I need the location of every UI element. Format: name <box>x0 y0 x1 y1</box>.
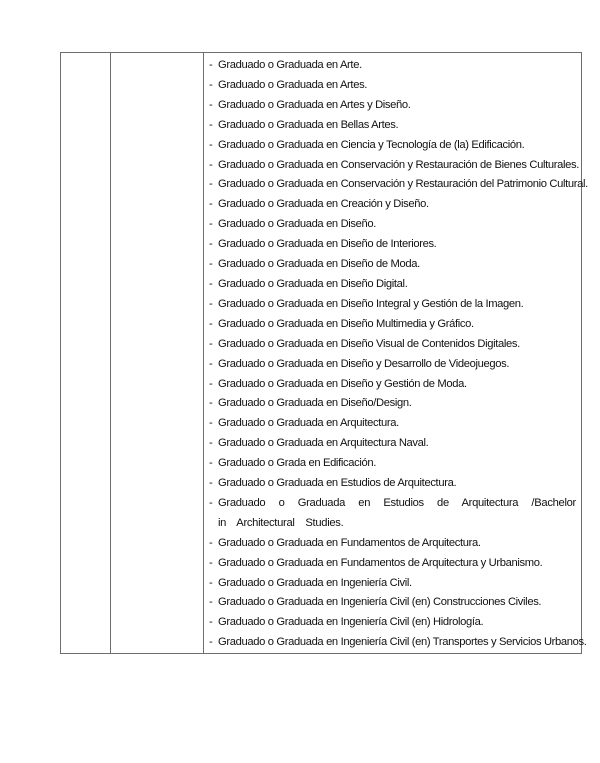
list-item <box>209 215 576 235</box>
degree-text: Graduado o Graduada en Ingeniería Civil (en) Hidrología. <box>218 616 484 629</box>
degree-text: Graduado o Graduada en Fundamentos de Arquitectura. <box>218 536 481 549</box>
list-dash: - <box>209 98 213 111</box>
degree-text: Graduado o Graduada en Arte. <box>218 59 362 71</box>
list-item <box>209 275 576 295</box>
list-dash: - <box>209 536 213 549</box>
list-dash: - <box>209 78 213 91</box>
degree-text: Graduado o Graduada en Ingeniería Civil. <box>218 576 412 589</box>
list-item <box>209 76 576 96</box>
list-item <box>209 494 576 534</box>
list-dash: - <box>209 457 213 470</box>
list-item <box>209 355 576 375</box>
degree-text: Graduado o Graduada en Diseño y Gestión de Moda. <box>218 377 467 390</box>
list-dash: - <box>209 198 213 211</box>
empty-cell-first-column <box>61 53 111 654</box>
degree-text: Graduado o Graduada en Diseño y Desarrollo de Videojuegos. <box>218 357 510 370</box>
list-dash: - <box>209 616 213 629</box>
degree-text: Graduado o Graduada en Diseño. <box>218 218 377 231</box>
list-item <box>209 574 576 594</box>
list-dash: - <box>209 596 213 609</box>
list-dash: - <box>209 178 213 191</box>
list-item <box>209 136 576 156</box>
degree-text: Graduado o Graduada en Arquitectura. <box>218 417 399 430</box>
degree-text: Graduado o Graduada en Creación y Diseño. <box>218 198 429 211</box>
list-item <box>209 633 587 653</box>
list-item <box>209 613 576 633</box>
degree-text: Graduado o Graduada en Diseño de Interiores. <box>218 238 437 251</box>
degree-text: Graduado o Graduada en Diseño de Moda. <box>218 258 420 271</box>
list-item <box>209 554 576 574</box>
list-dash: - <box>209 477 213 490</box>
list-item <box>209 315 576 335</box>
degree-text: Graduado o Graduada en Artes. <box>218 78 368 91</box>
list-dash: - <box>209 397 213 410</box>
degree-table <box>60 52 588 654</box>
degree-text: Graduado o Graduada en Diseño Integral y Gestión de la Imagen. <box>218 297 524 310</box>
list-dash: - <box>209 377 213 390</box>
degree-text: Graduado o Graduada en Fundamentos de Arquitectura y Urbanismo. <box>218 556 543 569</box>
degree-text: Graduado o Graduada en Artes y Diseño. <box>218 98 411 111</box>
list-item <box>209 295 576 315</box>
list-dash: - <box>209 138 213 151</box>
degree-text: Graduado o Graduada en Estudios de Arquitectura. <box>218 477 457 490</box>
list-dash: - <box>209 496 213 509</box>
list-item <box>209 156 579 176</box>
list-item <box>209 96 576 116</box>
list-dash: - <box>209 238 213 251</box>
list-dash: - <box>209 297 213 310</box>
degree-text: Graduado o Graduada en Diseño Visual de Contenidos Digitales. <box>218 337 520 350</box>
list-item <box>209 593 576 613</box>
empty-cell-second-column <box>111 53 204 654</box>
list-dash: - <box>209 576 213 589</box>
list-item <box>209 434 576 454</box>
degree-text: Graduado o Graduada en Diseño/Design. <box>218 397 412 410</box>
list-dash: - <box>209 258 213 271</box>
degree-text: Graduado o Grada en Edificación. <box>218 457 376 470</box>
degree-text: Graduado o Graduada en Conservación y Restauración del Patrimonio Cultural. <box>218 178 588 191</box>
list-dash: - <box>209 556 213 569</box>
degree-text: Graduado o Graduada en Bellas Artes. <box>218 118 399 131</box>
list-dash: - <box>209 317 213 330</box>
list-dash: - <box>209 417 213 430</box>
degree-list <box>204 53 588 653</box>
list-dash: - <box>209 357 213 370</box>
list-item <box>209 335 576 355</box>
list-dash: - <box>209 59 213 71</box>
table-row <box>61 53 582 654</box>
list-dash: - <box>209 337 213 350</box>
degree-text: Graduado o Graduada en Diseño Multimedia y Gráfico. <box>218 317 474 330</box>
list-item <box>209 414 576 434</box>
list-item <box>209 195 576 215</box>
list-dash: - <box>209 636 213 649</box>
list-dash: - <box>209 277 213 290</box>
degree-text: Graduado o Graduada en Diseño Digital. <box>218 277 408 290</box>
degree-text: Graduado o Graduada en Conservación y Restauración de Bienes Culturales. <box>218 158 579 171</box>
list-item <box>209 235 576 255</box>
degree-text: Graduado o Graduada en Ciencia y Tecnología de (la) Edificación. <box>218 138 525 151</box>
degree-text: Graduado o Graduada en Arquitectura Naval. <box>218 437 429 450</box>
degree-list-cell <box>204 53 588 654</box>
list-item <box>209 474 576 494</box>
list-item <box>209 175 588 195</box>
list-item <box>209 394 576 414</box>
degree-text: Graduado o Graduada en Ingeniería Civil (en) Construcciones Civiles. <box>218 596 542 609</box>
list-item <box>209 255 576 275</box>
list-dash: - <box>209 158 213 171</box>
list-item <box>209 534 576 554</box>
degree-text: Graduado o Graduada en Ingeniería Civil (en) Transportes y Servicios Urbanos. <box>218 636 587 649</box>
list-item <box>209 454 576 474</box>
list-dash: - <box>209 118 213 131</box>
list-dash: - <box>209 218 213 231</box>
list-item <box>209 56 576 76</box>
list-item <box>209 375 576 395</box>
degree-text: Graduado o Graduada en Estudios de Arquitectura /Bachelor in Architectural Studies. <box>218 496 576 529</box>
list-dash: - <box>209 437 213 450</box>
list-item <box>209 116 576 136</box>
